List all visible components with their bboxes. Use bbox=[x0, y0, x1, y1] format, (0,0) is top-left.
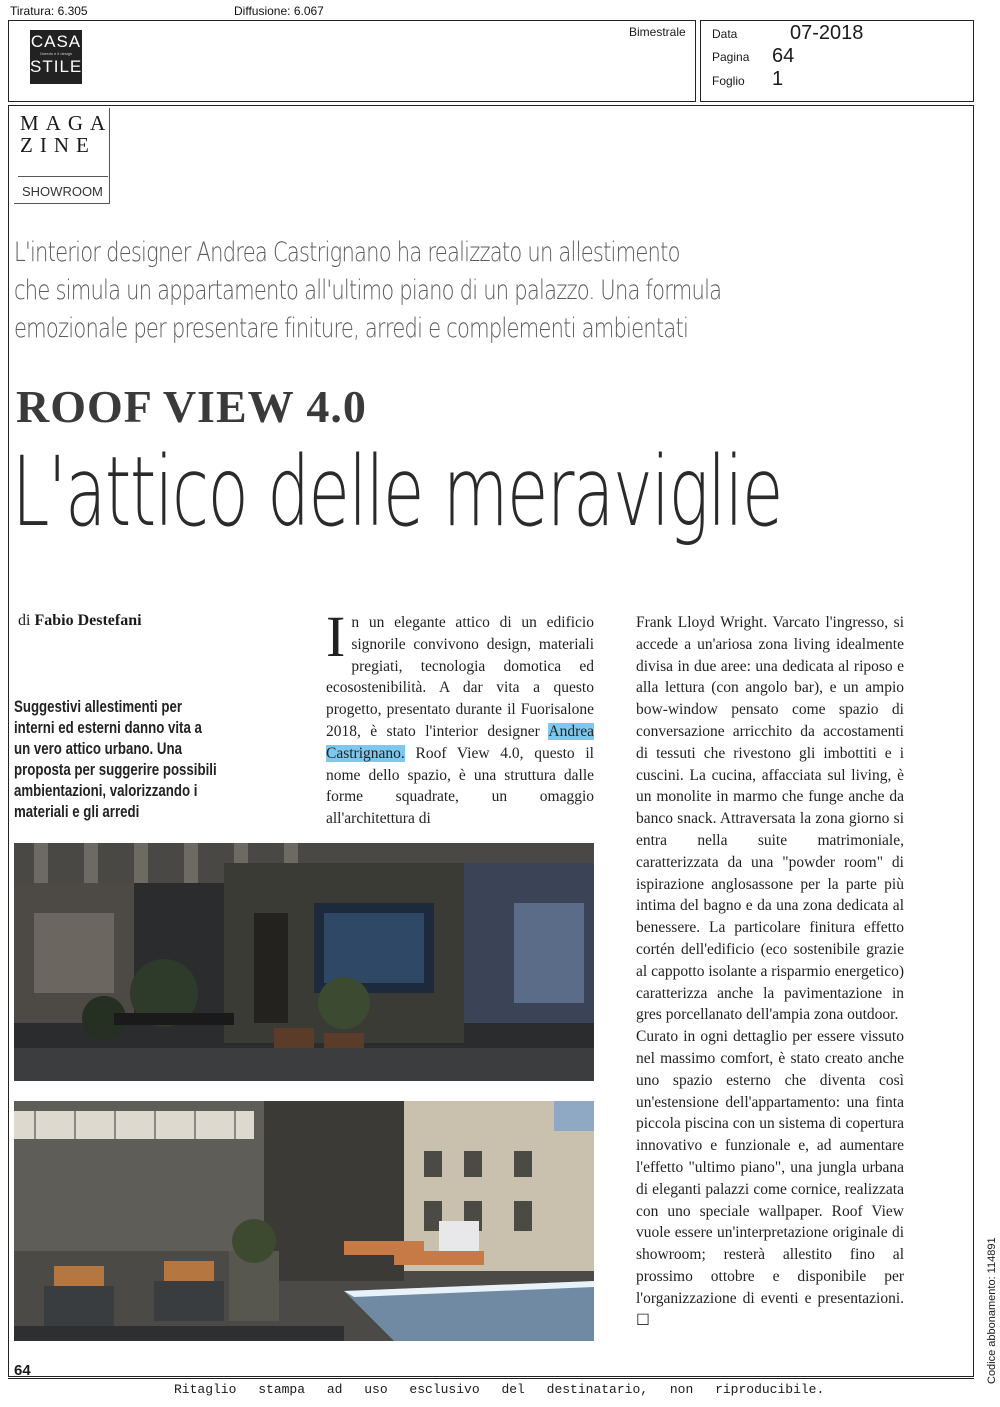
casa-stile-logo: CASA l'arredo e il design STILE bbox=[30, 30, 82, 84]
footer-notice: Ritaglio stampa ad uso esclusivo del destinatario, non riproducibile. bbox=[174, 1382, 825, 1397]
photo-living-room bbox=[14, 843, 594, 1081]
magazine-section-tag bbox=[14, 108, 113, 204]
pagina-value: 64 bbox=[772, 45, 795, 67]
article-column-2: In un elegante attico di un edificio signorile convivono design, materiali pregiati, tecnologia domotica ed ecosostenibilità. A dar vita a questo progetto, presentato durante il Fuorisalone 2018, è stato l'interior designer Andrea Castrignano. Roof View 4.0, questo il nome dello spazio, è una struttura dalle forme squadrate, un omaggio all'architettura di bbox=[326, 604, 594, 828]
footer-divider bbox=[8, 1378, 974, 1379]
standfirst: Suggestivi allestimenti per interni ed esterni danno vita a un vero attico urbano. Una proposta per suggerire possibili ambientazioni, valorizzando i materiali e gli arredi bbox=[14, 697, 217, 821]
article-col3-para2: Curato in ogni dettaglio per essere vissuto nel massimo comfort, è stato creato anche uno spazio esterno che diventa così un'estensione dell'appartamento: una finta piccola piscina con un sistema di copertura innovativo e funzionale e, ad aumentare l'effetto "ultimo piano", una jungla urbana di eleganti palazzi come cornice, realizzata con uno speciale wallpaper. Roof View vuole essere un'interpretazione originale di showroom; resterà allestito fino al prossimo ottobre e disponibile per l'organizzazione di eventi e presentazioni. ☐ bbox=[636, 1028, 904, 1329]
article-intro: L'interior designer Andrea Castrignano ha realizzato un allestimento che simula un appartamento all'ultimo piano di un palazzo. Una formula emozionale per presentare finiture, arredi e complementi ambientati bbox=[14, 237, 722, 344]
header-box-left bbox=[8, 20, 696, 102]
data-value: 07-2018 bbox=[790, 22, 864, 44]
page-number: 64 bbox=[14, 1362, 31, 1379]
magazine-word-1: MAGA bbox=[20, 111, 113, 135]
article-column-3: Frank Lloyd Wright. Varcato l'ingresso, si accede a un'ariosa zona living idealmente divisa in due aree: una dedicata al riposo e alla lettura (con angolo bar), e un ampio bow-window pensato come spazio di conversazione arricchito da accostamenti di tessuti che rivestono gli imbottiti e i cuscini. La cucina, affacciata sul living, è un monolite in marmo che funge anche da banco snack. Attraversata la zona giorno si entra nella suite matrimoniale, caratterizzata da una "powder room" di ispirazione anglosassone per la parte più intima del bagno e da una zona dedicata al benessere. La particolare finitura effetto cortén dell'edificio (eco sostenibile grazie al cappotto isolante a risparmio energetico) caratterizza anche la pavimentazione in gres porcellanato dell'ampia zona outdoor. Curato in ogni dettaglio per essere vissuto nel massimo comfort, è stato creato anche uno spazio esterno che diventa così un'estensione dell'appartamento: una finta piccola piscina con un sistema di copertura innovativo e funzionale e, ad aumentare l'effetto "ultimo piano", una jungla urbana di eleganti palazzi come cornice, realizzata con uno speciale wallpaper. Roof View vuole essere un'interpretazione originale di showroom; resterà allestito fino al prossimo ottobre e disponibile per l'organizzazione di eventi e presentazioni. ☐ bbox=[636, 612, 904, 1331]
subscription-code: Codice abbonamento: 114891 bbox=[986, 1237, 998, 1384]
article-headline: L'attico delle meraviglie bbox=[12, 436, 782, 548]
foglio-value: 1 bbox=[772, 68, 784, 90]
data-label: Data bbox=[712, 27, 738, 41]
highlighted-name: Andrea Castrignano. bbox=[326, 722, 594, 762]
end-mark: ☐ bbox=[636, 1311, 650, 1329]
frequency-label: Bimestrale bbox=[629, 25, 686, 39]
byline: di Fabio Destefani bbox=[18, 612, 142, 629]
diffusione-text: Diffusione: 6.067 bbox=[234, 4, 324, 18]
section-label: SHOWROOM bbox=[22, 184, 103, 199]
tiratura-text: Tiratura: 6.305 bbox=[10, 4, 88, 18]
foglio-label: Foglio bbox=[712, 74, 745, 88]
pagina-label: Pagina bbox=[712, 50, 750, 64]
photo-outdoor-pool bbox=[14, 1101, 594, 1341]
magazine-word-2: ZINE bbox=[20, 133, 96, 157]
article-kicker: ROOF VIEW 4.0 bbox=[16, 381, 367, 432]
dropcap: I bbox=[326, 604, 346, 669]
